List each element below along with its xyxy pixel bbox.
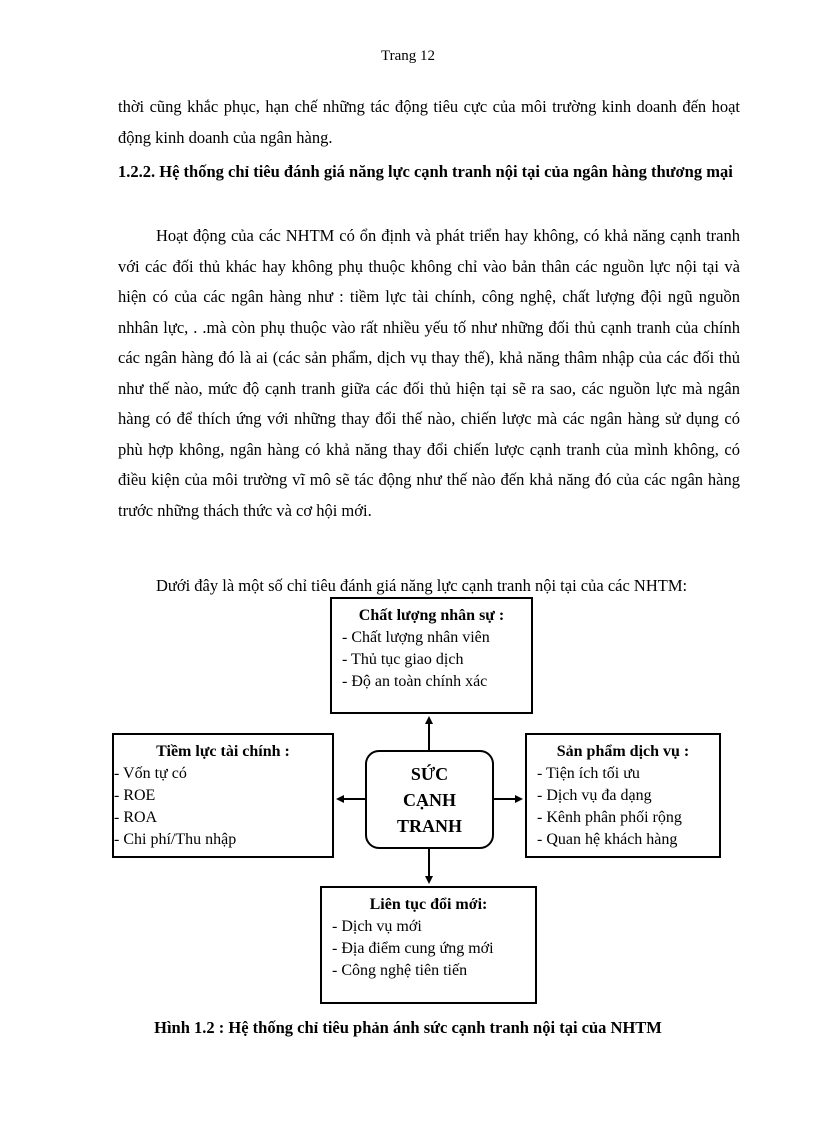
box-item: - Dịch vụ mới	[332, 918, 422, 935]
box-item: - Kênh phân phối rộng	[537, 809, 682, 826]
center-line: SỨC	[410, 763, 449, 784]
box-human-resources-quality	[330, 597, 533, 714]
box-item: - Công nghệ tiên tiến	[332, 962, 468, 979]
box-item: - Chi phí/Thu nhập	[114, 831, 237, 848]
box-item: - Tiện ích tối ưu	[537, 765, 640, 782]
center-line: TRANH	[396, 815, 462, 836]
box-item: - Chất lượng nhân viên	[342, 629, 490, 646]
box-products-services	[525, 733, 721, 858]
box-item: - Vốn tự có	[114, 765, 187, 782]
paragraph-body: Hoạt động của các NHTM có ổn định và phát triển hay không, có khả năng cạnh tranh với các đối thủ khác hay không phụ thuộc không chỉ vào bản thân các nguồn lực nội tại và hiện có của các ngân hàng như : tiềm lực tài chính, công nghệ, chất lượng đội ngũ nguồn nhhân lực, . .mà còn phụ thuộc vào rất nhiều yếu tố như những đối thủ cạnh tranh của chính các ngân hàng đó là ai (các sản phẩm, dịch vụ thay thế), khả năng thâm nhập của các đối thủ như thế nào, mức độ cạnh tranh giữa các đối thủ hiện tại sẽ ra sao, các nguồn lực mà ngân hàng có để thích ứng với những thay đổi thế nào, chiến lược mà các ngân hàng sử dụng có phù hợp không, ngân hàng có khả năng thay đổi chiến lược cạnh tranh của mình không, có điều kiện của môi trường vĩ mô sẽ tác động như thế nào đến khả năng đó của các ngân hàng trước những thách thức và cơ hội mới.	[118, 226, 740, 520]
box-item: - Độ an toàn chính xác	[342, 673, 488, 690]
box-item: - Quan hệ khách hàng	[537, 831, 678, 848]
box-item: - Thủ tục giao dịch	[342, 651, 464, 668]
box-continuous-innovation	[320, 886, 537, 1004]
box-title: Liên tục đổi mới:	[369, 896, 488, 913]
box-title: Chất lượng nhân sự :	[358, 607, 505, 624]
box-item: - ROA	[114, 809, 158, 826]
section-heading: 1.2.2. Hệ thống chỉ tiêu đánh giá năng lực cạnh tranh nội tại của ngân hàng thương mại	[118, 162, 733, 181]
paragraph-continuation: thời cũng khắc phục, hạn chế những tác động tiêu cực của môi trường kinh doanh đến hoạt động kinh doanh của ngân hàng.	[118, 97, 740, 147]
box-title: Tiềm lực tài chính :	[156, 743, 290, 760]
page-number: Trang 12	[380, 48, 436, 64]
paragraph-intro-diagram: Dưới đây là một số chỉ tiêu đánh giá năng lực cạnh tranh nội tại của các NHTM:	[156, 576, 688, 595]
center-line: CẠNH	[403, 789, 456, 810]
box-title: Sản phẩm dịch vụ :	[556, 743, 690, 760]
figure-caption: Hình 1.2 : Hệ thống chỉ tiêu phản ánh sức cạnh tranh nội tại của NHTM	[154, 1018, 662, 1037]
box-item: - Dịch vụ đa dạng	[537, 787, 652, 804]
box-financial-potential	[112, 733, 334, 858]
center-competitiveness-box	[365, 750, 494, 849]
box-item: - Địa điểm cung ứng mới	[332, 940, 494, 957]
box-item: - ROE	[114, 787, 156, 804]
